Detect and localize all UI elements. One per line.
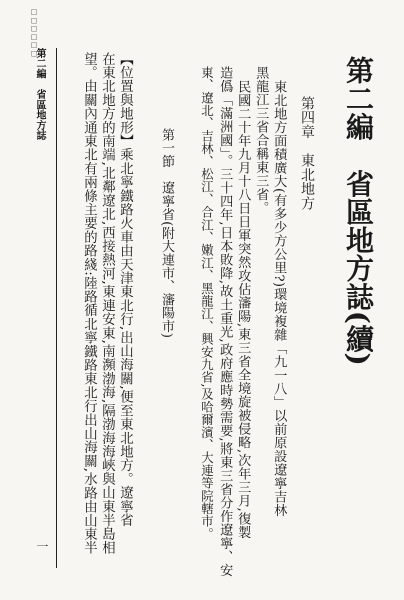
body-line-1: 東北地方面積廣大(有多少方公里?)環境複雜「九一八」以前原設遼寧吉林 bbox=[271, 80, 287, 517]
part-title: 第二編 省區地方誌(續) bbox=[342, 56, 375, 367]
page-number: 一 bbox=[35, 540, 49, 553]
body-line-3: 民國二十年九月十八日日軍突然攻佔瀋陽,東三省全境旋被侵略,次年三月,復製 bbox=[235, 80, 251, 539]
body-line-2: 黑龍江三省合稱東三省。 bbox=[253, 66, 269, 215]
para-line-1: 【位置與地形】乘北寧鐵路火車由天津東北行,出山海關,便至東北地方。遼寧省 bbox=[117, 52, 133, 527]
corner-mark: □□□□□□ bbox=[30, 8, 38, 58]
para-line-2: 在東北地方的南端,北鄰遼北,西接熱河,東連安東,南瀕渤海,隔渤海海峽與山東半島相 bbox=[99, 52, 115, 555]
body-line-4: 造僞「滿洲國」。三十四年,日本敗降,故土重光,政府應時勢需要,將東三省分作遼寧、安 bbox=[217, 66, 233, 577]
section-title: 第一節 遼寧省(附大連市、瀋陽市) bbox=[159, 128, 174, 339]
margin-rule bbox=[56, 48, 57, 568]
footer-label: 第二編 省區地方誌 bbox=[34, 48, 45, 141]
chapter-title: 第四章 東北地方 bbox=[299, 96, 315, 211]
para-line-3: 望。由關內通東北有兩條主要的路綫:陸路循北寧鐵路東北行出山海關,水路由山東半 bbox=[81, 52, 97, 555]
body-line-5: 東、遼北、吉林、松江、合江、嫩江、黑龍江、興安九省,及哈爾濱、大連等院轄市。 bbox=[199, 66, 215, 541]
